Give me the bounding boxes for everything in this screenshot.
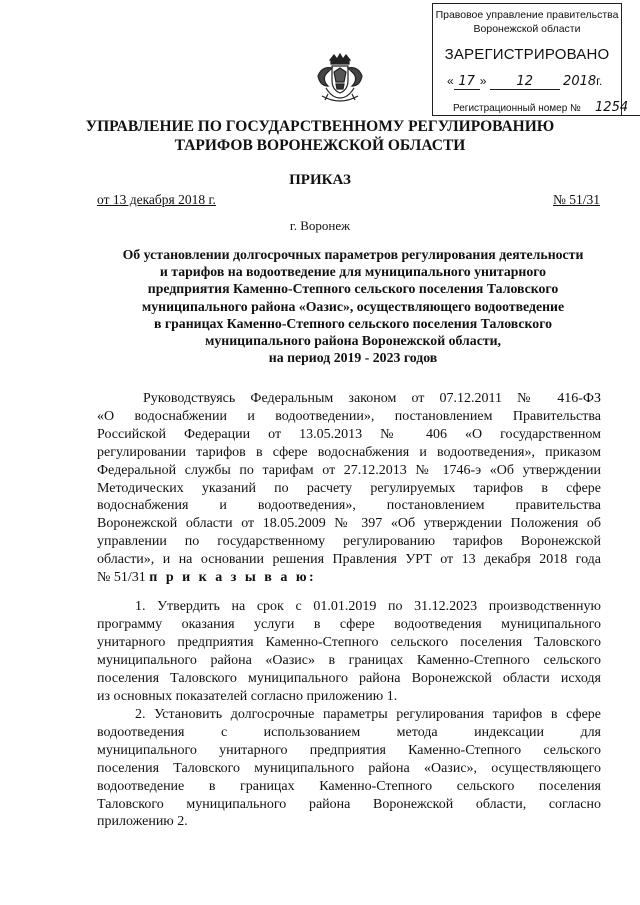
paragraph-line: поселения Таловского муниципального района «Оазис», осуществляющего bbox=[97, 760, 601, 776]
paragraph-line: муниципального района «Оазис» в границах Каменно-Степного сельского bbox=[97, 652, 601, 668]
stamp-org-line2: Воронежской области bbox=[473, 23, 581, 35]
order-number: № 51/31 bbox=[552, 192, 600, 207]
paragraph-line: водоснабжения и водоотведения», постановлением правительства bbox=[97, 498, 601, 514]
order-date: от 13 декабря 2018 г. bbox=[97, 192, 216, 207]
subject-line: Об установлении долгосрочных параметров регулирования деятельности bbox=[122, 247, 584, 262]
header-title-line2: ТАРИФОВ ВОРОНЕЖСКОЙ ОБЛАСТИ bbox=[174, 137, 466, 154]
paragraph-line: 1. Утвердить на срок с 01.01.2019 по 31.12.2023 производственную bbox=[135, 599, 601, 614]
paragraph-line: Федеральной службы по тарифам от 27.12.2013 № 1746-э «Об утверждении bbox=[97, 462, 601, 478]
paragraph-line: регулировании тарифов в сфере водоснабжения и водоотведения», приказом bbox=[97, 444, 601, 460]
subject-line: муниципального района Воронежской области, bbox=[204, 333, 501, 349]
paragraph-line: унитарного предприятия Каменно-Степного сельского поселения Таловского bbox=[97, 634, 601, 650]
order-item-2 bbox=[97, 706, 601, 831]
subject-line: и тарифов на водоотведение для муниципального унитарного bbox=[159, 264, 547, 280]
stamp-date-suffix: г. bbox=[596, 74, 603, 88]
paragraph-line: поселения Таловского муниципального района Воронежской области исходя bbox=[97, 670, 601, 686]
paragraph-line: Руководствуясь Федеральным законом от 07.12.2011 № 416-ФЗ bbox=[143, 391, 601, 406]
paragraph-line: «О водоснабжении и водоотведении», постановлением Правительства bbox=[97, 408, 601, 424]
paragraph-line: водоотведения с использованием метода индексации для bbox=[97, 724, 601, 740]
paragraph-line: области», и на основании решения Правления УРТ от 13 декабря 2018 года bbox=[97, 552, 601, 568]
order-city: г. Воронеж bbox=[289, 218, 351, 233]
stamp-org-line1: Правовое управление правительства bbox=[435, 9, 619, 21]
subject-line: на период 2019 - 2023 годов bbox=[268, 350, 438, 366]
paragraph-line: управлении по государственному регулированию тарифов Воронежской bbox=[97, 534, 601, 550]
paragraph-line: Воронежской области от 18.05.2009 № 397 «Об утверждении Положения об bbox=[97, 516, 601, 532]
coat-of-arms-icon bbox=[312, 50, 368, 106]
paragraph-line bbox=[97, 569, 601, 587]
subject-line: предприятия Каменно-Степного сельского поселения Таловского bbox=[147, 281, 559, 297]
order-ref: № 51/31 bbox=[97, 570, 150, 586]
paragraph-line: Российской Федерации от 13.05.2013 № 406 «О государственном bbox=[97, 426, 601, 442]
stamp-date-month: 12 bbox=[490, 74, 560, 90]
stamp-reg-label: Регистрационный номер № bbox=[453, 103, 581, 114]
stamp-date-day: 17 bbox=[454, 74, 480, 90]
stamp-reg-number bbox=[453, 100, 640, 116]
paragraph-line: Методических указаний по расчету регулируемых тарифов в сфере bbox=[97, 480, 601, 496]
subject-line: муниципального района «Оазис», осуществляющего водоотведение bbox=[141, 298, 565, 314]
paragraph-line: Таловского муниципального района Воронежской области, согласно bbox=[97, 796, 601, 812]
paragraph-line: программу оказания услуги в сфере водоотведения муниципального bbox=[97, 616, 601, 632]
paragraph-line: 2. Установить долгосрочные параметры регулирования тарифов в сфере bbox=[135, 707, 601, 722]
paragraph-line: муниципального унитарного предприятия Каменно-Степного сельского bbox=[97, 742, 601, 758]
preamble-paragraph bbox=[97, 390, 601, 587]
paragraph-line: водоотведение в границах Каменно-Степного сельского поселения bbox=[97, 778, 601, 794]
stamp-registered-label: ЗАРЕГИСТРИРОВАНО bbox=[444, 46, 610, 63]
paragraph-line: приложению 2. bbox=[97, 814, 188, 830]
order-item-1 bbox=[97, 598, 601, 705]
subject-line: в границах Каменно-Степного сельского поселения Таловского bbox=[153, 315, 553, 331]
stamp-reg-value: 1254 bbox=[584, 100, 640, 116]
order-title: ПРИКАЗ bbox=[289, 172, 351, 188]
registration-stamp bbox=[432, 3, 629, 116]
paragraph-line: из основных показателей согласно приложению 1. bbox=[97, 688, 398, 704]
stamp-date-year: 2018 bbox=[563, 74, 597, 89]
order-subject bbox=[96, 246, 610, 366]
header-title-line1: УПРАВЛЕНИЕ ПО ГОСУДАРСТВЕННОМУ РЕГУЛИРОВАНИЮ bbox=[85, 118, 555, 135]
stamp-date: « 17 » 12 2018г. bbox=[447, 74, 603, 89]
prikazyvayu-text: п р и к а з ы в а ю: bbox=[149, 570, 317, 586]
